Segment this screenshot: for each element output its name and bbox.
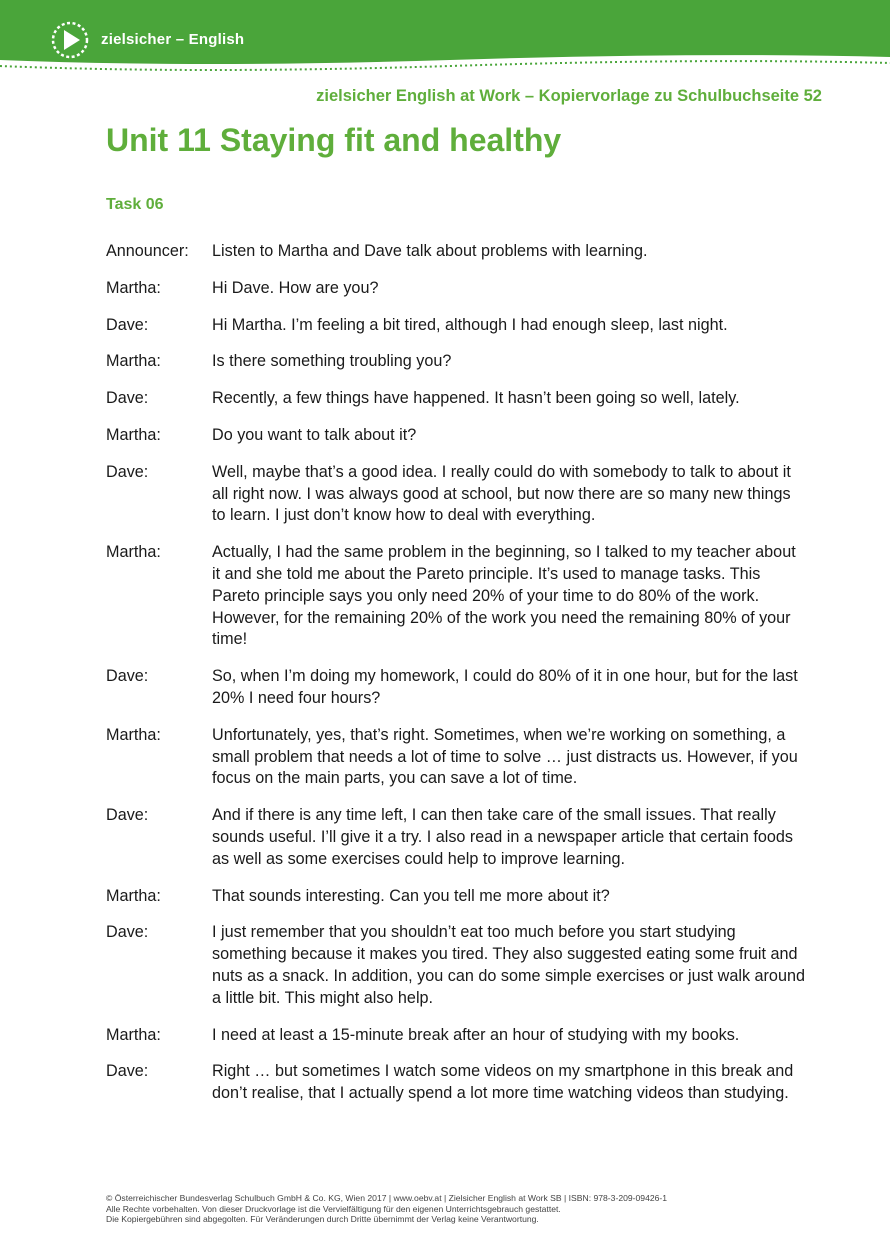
speaker: Martha: — [106, 278, 161, 297]
page-subtitle: zielsicher English at Work – Kopiervorlage zu Schulbuchseite 52 — [316, 87, 822, 105]
line-text: Actually, I had the same problem in the beginning, so I talked to my teacher about it and she told me about the Pareto principle. It’s used to manage tasks. This Pareto principle says you only need 20% of your time to do 80% of the work. However, for the remaining 20% of the work you need the remaining 80% of your time! — [212, 543, 796, 649]
line-text: That sounds interesting. Can you tell me more about it? — [212, 886, 610, 905]
speaker: Dave: — [106, 389, 149, 408]
speaker: Martha: — [106, 1025, 161, 1044]
task-label: Task 06 — [106, 196, 164, 213]
header-banner — [0, 0, 890, 80]
speaker: Martha: — [106, 543, 161, 562]
line-text: Hi Martha. I’m feeling a bit tired, although I had enough sleep, last night. — [212, 315, 728, 334]
line-text: Is there something troubling you? — [212, 352, 452, 371]
line-text: Hi Dave. How are you? — [212, 278, 379, 297]
dialogue-row — [106, 922, 806, 1009]
dialogue-row — [106, 241, 806, 263]
dialogue-row — [106, 805, 806, 870]
dialogue-row — [106, 278, 806, 300]
dialogue-row — [106, 1061, 806, 1105]
speaker: Dave: — [106, 923, 149, 942]
speaker: Dave: — [106, 806, 149, 825]
footer-line: © Österreichischer Bundesverlag Schulbuch GmbH & Co. KG, Wien 2017 | www.oebv.at | Zielsicher English at Work SB | ISBN: 978-3-209-09426-1 — [106, 1193, 668, 1203]
speaker: Martha: — [106, 886, 161, 905]
speaker: Martha: — [106, 725, 161, 744]
speaker: Dave: — [106, 462, 149, 481]
footer-line: Alle Rechte vorbehalten. Von dieser Druckvorlage ist die Vervielfältigung für den eigenen Unterrichtsgebrauch gestattet. — [106, 1203, 561, 1214]
page-title: Unit 11 Staying fit and healthy — [106, 122, 562, 158]
line-text: I need at least a 15-minute break after an hour of studying with my books. — [212, 1025, 740, 1044]
dialogue-row — [106, 425, 806, 447]
dialogue-row — [106, 388, 806, 410]
copyright-footer — [106, 1193, 667, 1225]
dialogue-row — [106, 886, 806, 908]
line-text: Unfortunately, yes, that’s right. Sometimes, when we’re working on something, a small problem that needs a lot of time to solve … just distracts us. However, if you focus on the main parts, you can save a lot of time. — [212, 725, 798, 788]
line-text: So, when I’m doing my homework, I could do 80% of it in one hour, but for the last 20% I need four hours? — [212, 667, 798, 707]
speaker: Martha: — [106, 352, 161, 371]
dialogue-row — [106, 1025, 806, 1047]
line-text: Recently, a few things have happened. It hasn’t been going so well, lately. — [212, 389, 740, 408]
speaker: Dave: — [106, 1062, 149, 1081]
dialogue-row — [106, 315, 806, 337]
dialogue-row — [106, 666, 806, 710]
footer-line: Die Kopiergebühren sind abgegolten. Für Veränderungen durch Dritte übernimmt der Verlag keine Verantwortung. — [106, 1214, 539, 1225]
line-text: Well, maybe that’s a good idea. I really could do with somebody to talk to about it all right now. I was always good at school, but now there are so many new things to learn. I just don’t know how to deal with everything. — [212, 462, 791, 525]
line-text: Listen to Martha and Dave talk about problems with learning. — [212, 242, 648, 260]
speaker: Martha: — [106, 425, 161, 444]
speaker: Dave: — [106, 667, 149, 686]
dialogue-row — [106, 351, 806, 373]
dialogue-row — [106, 542, 806, 651]
line-text: Right … but sometimes I watch some videos on my smartphone in this break and don’t realise, that I actually spend a lot more time watching videos than studying. — [212, 1062, 794, 1103]
line-text: I just remember that you shouldn’t eat too much before you start studying something because it makes you tired. They also suggested eating some fruit and nuts as a snack. In addition, you can do some simple exercises or just walk around a little bit. This might also help. — [212, 923, 805, 1007]
line-text: Do you want to talk about it? — [212, 425, 417, 444]
dialogue — [106, 241, 806, 1120]
speaker: Dave: — [106, 315, 149, 334]
speaker: Announcer: — [106, 242, 189, 260]
line-text: And if there is any time left, I can then take care of the small issues. That really sounds useful. I’ll give it a try. I also read in a newspaper article that certain foods as well as some exercises could help to improve learning. — [212, 806, 793, 868]
brand-name: zielsicher – English — [101, 31, 245, 48]
dialogue-row — [106, 725, 806, 790]
dialogue-row — [106, 462, 806, 527]
